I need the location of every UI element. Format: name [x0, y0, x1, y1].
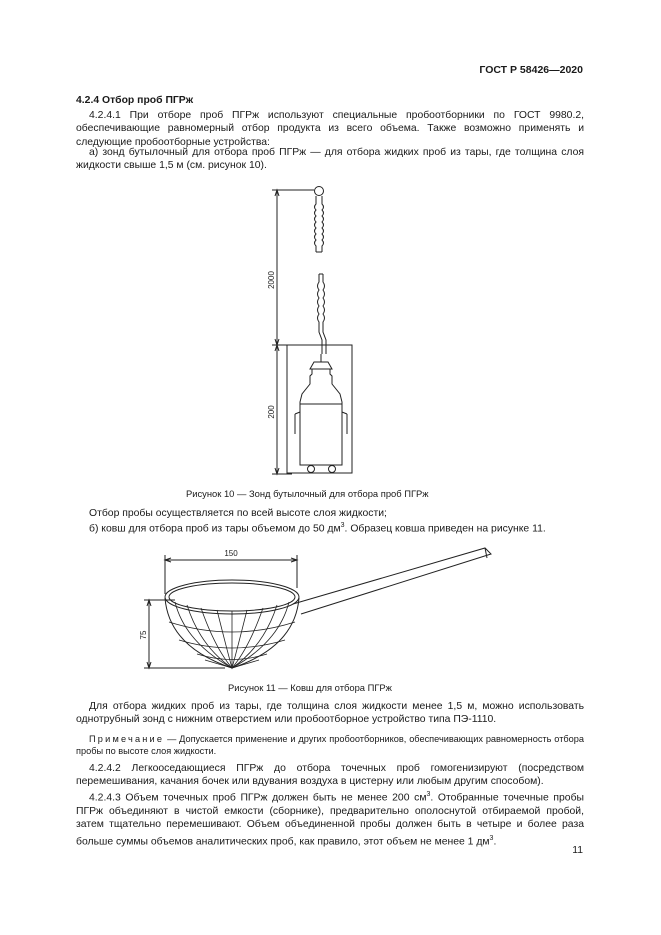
probe-rod-lower — [318, 274, 323, 354]
dim-label-200: 200 — [267, 405, 276, 419]
figure-11-caption: Рисунок 11 — Ковш для отбора ПГРж — [228, 682, 392, 693]
paragraph-4-2-4-1: 4.2.4.1 При отборе проб ПГРж используют специальные пробоотборники по ГОСТ 9980.2, обеспечивающие равномерный отбор продукта из всего объема. Также возможно применять и следующие пробоотборные устройства: — [76, 110, 584, 148]
standard-header: ГОСТ Р 58426—2020 — [479, 64, 583, 76]
ladle-rim — [165, 580, 299, 614]
paragraph-sampling-height: Отбор пробы осуществляется по всей высоте слоя жидкости; — [89, 508, 387, 519]
figure-10-caption: Рисунок 10 — Зонд бутылочный для отбора проб ПГРж — [186, 488, 429, 499]
section-heading: 4.2.4 Отбор проб ПГРж — [76, 95, 194, 106]
note-label: Примечание — [89, 734, 165, 744]
dim-label-75: 75 — [139, 630, 148, 640]
bottle-stopper — [310, 362, 332, 369]
figure-10-bottle-probe-drawing — [262, 182, 372, 482]
dim-label-2000: 2000 — [267, 271, 276, 289]
probe-bottle — [300, 369, 342, 465]
probe-ring — [315, 187, 324, 196]
paragraph-single-tube-probe: Для отбора жидких проб из тары, где толщина слоя жидкости менее 1,5 м, можно использовать однотрубный зонд с нижним отверстием или пробоотборное устройство типа ПЭ-1110. — [76, 701, 584, 726]
paragraph-item-a: а) зонд бутылочный для отбора проб ПГРж — для отбора жидких проб из тары, где толщина слоя жидкости свыше 1,5 м (см. рисунок 10). — [76, 147, 584, 172]
probe-weight-right — [329, 466, 336, 473]
paragraph-item-b: б) ковш для отбора проб из тары объемом до 50 $дм^3$. Образец ковша приведен на рисунке 11. — [89, 522, 546, 535]
figure-11-ladle-drawing — [135, 542, 495, 677]
page-number: 11 — [572, 845, 583, 856]
ladle-handle — [293, 548, 491, 614]
note-text: — Допускается применение и других пробоотборников, обеспечивающих равномерность отбора пробы по высоте слоя жидкости. — [76, 734, 584, 757]
probe-rod-upper — [315, 196, 317, 252]
dim-label-150: 150 — [224, 549, 238, 558]
paragraph-4-2-4-3: 4.2.4.3 Объем точечных проб ПГРж должен быть не менее 200 $см^3$. Отобранные точечные пробы ПГРж объединяют в чистой емкости (сборнике), предварительно ополоснутой отбираемой пробой, затем тщательно перемешивают. Объем объединенной пробы должен быть в четыре и более раза больше суммы объемов аналитических проб, как правило, этот объем не менее 1 $дм^3$. — [76, 791, 584, 848]
probe-weight-left — [308, 466, 315, 473]
note-block — [76, 733, 584, 758]
paragraph-4-2-4-2: 4.2.4.2 Легкооседающиеся ПГРж до отбора точечных проб гомогенизируют (посредством перемешивания, качания бочек или вдувания воздуха в цистерну или любым другим способом). — [76, 763, 584, 788]
